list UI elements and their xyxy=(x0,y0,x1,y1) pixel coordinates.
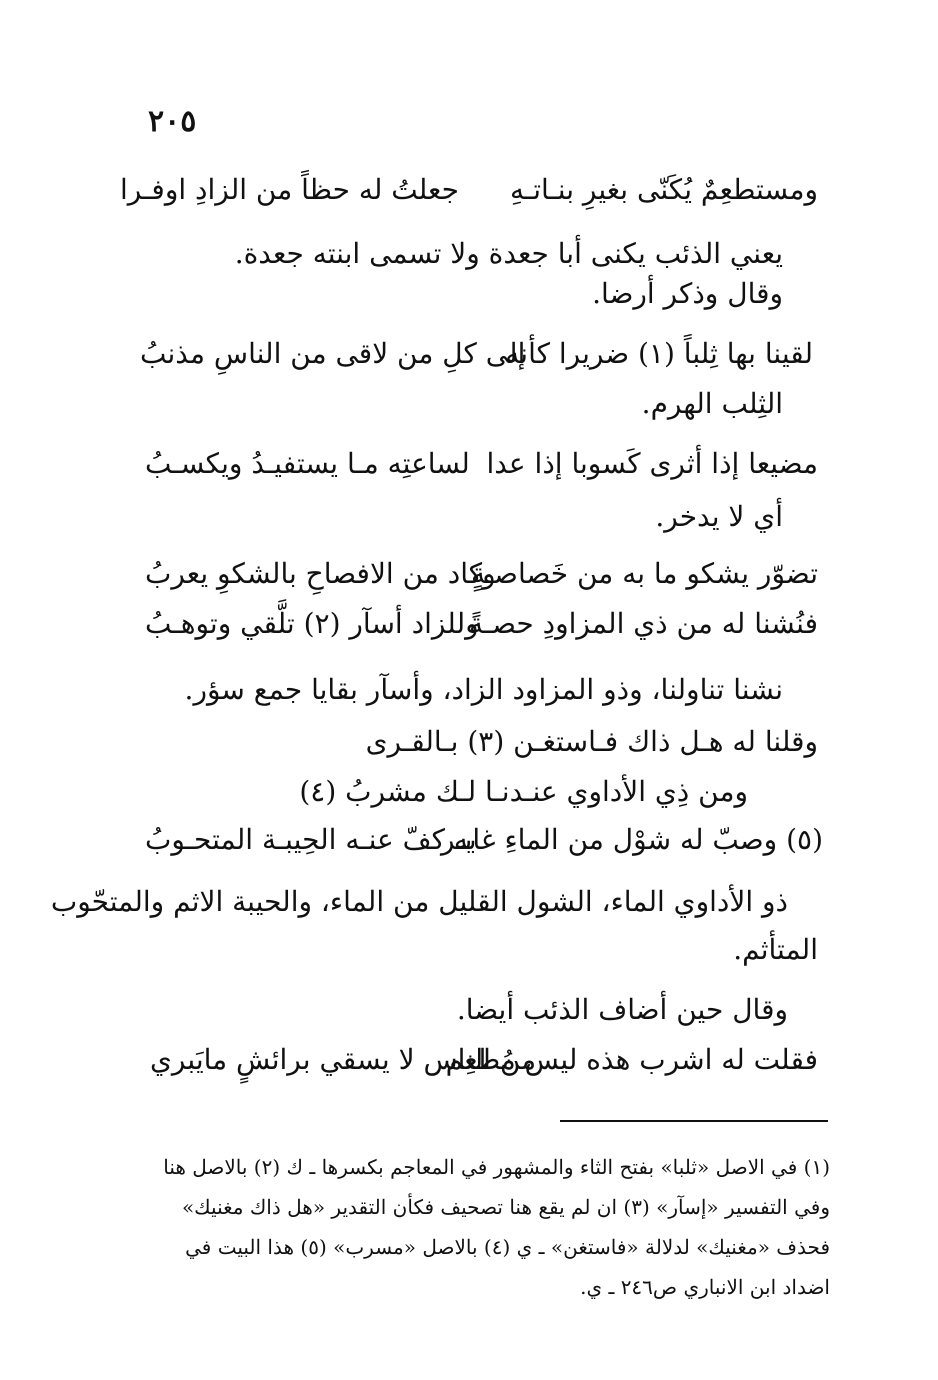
verse-hemistich-first: ومستطعِمٌ يُكَنّى بغيرِ بنـاتـهِ xyxy=(510,173,818,206)
prose-line: ذو الأداوي الماء، الشول القليل من الماء، والحيبة الاثم والمتحّوب xyxy=(50,885,788,918)
prose-line: المتأثم. xyxy=(733,933,818,966)
page-number: ٢٠٥ xyxy=(148,104,197,139)
verse-hemistich-second: وكاد من الافصاحِ بالشكوِ يعربُ xyxy=(145,557,496,590)
prose-line: وقال وذكر أرضا. xyxy=(592,277,783,310)
footnote-line: وفي التفسير «إسآر» (٣) ان لم يقع هنا تصحيف فكأن التقدير «هل ذاك مغنيك» xyxy=(181,1195,830,1219)
verse-hemistich-second: وللزاد أسآر (٢) تلَّقي وتوهـبُ xyxy=(145,607,479,640)
prose-line: أي لا يدخر. xyxy=(655,500,783,533)
verse-line: وقلنا له هـل ذاك فـاستغـن (٣) بـالقـرى xyxy=(365,725,818,758)
verse-hemistich-second: إلى كلِ من لاقى من الناسِ مذنبُ xyxy=(140,337,526,370)
prose-line: نشنا تناولنا، وذو المزاود الزاد، وأسآر بقايا جمع سؤر. xyxy=(184,673,783,706)
footnote-divider xyxy=(560,1120,828,1122)
footnote-line: فحذف «مغنيك» لدلالة «فاستغن» ـ ي (٤) بالاصل «مسرب» (٥) هذا البيت في xyxy=(185,1235,830,1259)
prose-line: وقال حين أضاف الذئب أيضا. xyxy=(456,993,788,1026)
verse-hemistich-first: فنُشنا له من ذي المزاودِ حصـةً xyxy=(468,607,818,640)
verse-hemistich-second: من الناس لا يسقي برائشٍ مايَبري xyxy=(150,1043,537,1076)
verse-hemistich-first: مضيعا إذا أثرى كَسوبا إذا عدا xyxy=(486,447,818,480)
verse-hemistich-first: تضوّر يشكو ما به من خَصاصـةٍ xyxy=(470,557,818,590)
verse-hemistich-second: لساعتِه مـا يستفيـدُ ويكسـبُ xyxy=(145,447,470,480)
prose-line: يعني الذئب يكنى أبا جعدة ولا تسمى ابنته جعدة. xyxy=(234,237,783,270)
verse-hemistich-first: فقلت له اشرب هذه ليس مُطعِم xyxy=(445,1043,818,1076)
verse-line: ومن ذِي الأداوي عنـدنـا لـك مشربُ (٤) xyxy=(299,775,748,808)
footnote-line: اضداد ابن الانباري ص٢٤٦ ـ ي. xyxy=(580,1275,830,1299)
verse-hemistich-second: به كفّ عنـه الحِيبـة المتحـوبُ xyxy=(145,823,477,856)
verse-hemistich-second: جعلتُ له حظاً من الزادِ اوفـرا xyxy=(120,173,459,206)
footnote-line: (١) في الاصل «ثلبا» بفتح الثاء والمشهور في المعاجم بكسرها ـ ك (٢) بالاصل هنا xyxy=(163,1155,830,1179)
verse-hemistich-first: (٥) وصبّ له شوْل من الماءِ غابـر xyxy=(440,823,823,856)
prose-line: الثِلب الهرم. xyxy=(641,387,783,420)
verse-hemistich-first: لقينا بها ثِلباً (١) ضريرا كأنه xyxy=(505,337,813,370)
